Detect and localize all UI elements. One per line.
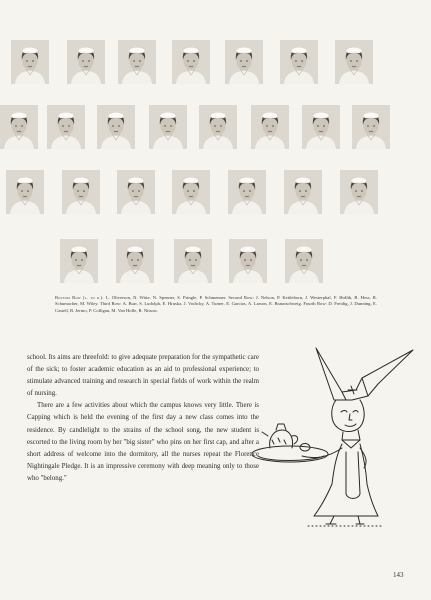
- portrait-photo: [149, 105, 187, 149]
- photo-row-bottom: [0, 239, 431, 287]
- portrait-photo: [280, 40, 318, 84]
- photo-caption: [55, 295, 377, 314]
- portrait-photo: [172, 40, 210, 84]
- portrait-photo: [285, 239, 323, 283]
- portrait-photo: [174, 239, 212, 283]
- portrait-photo: [117, 170, 155, 214]
- portrait-photo: [352, 105, 390, 149]
- nurse-sketch-icon: [250, 344, 420, 529]
- portrait-photo: [60, 239, 98, 283]
- portrait-photo: [116, 239, 154, 283]
- photo-row-third: [0, 170, 431, 218]
- portrait-photo: [335, 40, 373, 84]
- portrait-photo: [199, 105, 237, 149]
- portrait-photo: [228, 170, 266, 214]
- portrait-photo: [118, 40, 156, 84]
- portrait-photo: [67, 40, 105, 84]
- portrait-photo: [97, 105, 135, 149]
- portrait-photo: [47, 105, 85, 149]
- portrait-photo: [229, 239, 267, 283]
- body-paragraph: school. Its aims are threefold: to give adequate preparation for the sympathetic care of the sick; to foster academic education as an aid to professional experience; to stimulate advanced training and research in special fields of work within the realm of nursing.: [27, 354, 259, 398]
- portrait-photo: [62, 170, 100, 214]
- portrait-photo: [225, 40, 263, 84]
- portrait-photo: [340, 170, 378, 214]
- portrait-photo: [11, 40, 49, 84]
- caption-lead: Bottom Row (l. to r.):: [55, 295, 104, 300]
- portrait-photo: [0, 105, 38, 149]
- portrait-photo: [172, 170, 210, 214]
- page-number: 143: [393, 571, 404, 579]
- caption-names: L. Oliverson, N. Witte, N. Spenner, S. Pringle, P. Schmenner. Second Row: J. Nelson, P. Kettleborn, J. Westerphal, F. Hrdlik, B. Hess, R. Schumacher, M. Wiley. Third Row: A. Burr, S. Ludolph, E. Hruska, J. Vorlicky, A. Turner, E. Garcias, A. Larson, E. Braunschweig. Fourth Row: D. Freidig, J. Dunning, E. Castell, B. Jermo, P. Colligan, M. Van Holle, R. Nitsow.: [55, 295, 377, 313]
- portrait-photo: [251, 105, 289, 149]
- photo-row-fourth: [0, 105, 431, 153]
- body-paragraph: There are a few activities about which the campus knows very little. There is Capping which is held the evening of the first day a new class comes into the residence. By candlelight to the strains of the school song, the new student is escorted to the living room by her "big sister" who pins on her first cap, and after a short address of welcome into the dormitory, all the nurses repeat the Florence Nightingale Pledge. It is an impressive ceremony with deep meaning only to those who "belong.": [27, 402, 259, 482]
- body-text: [27, 352, 259, 485]
- portrait-photo: [284, 170, 322, 214]
- portrait-photo: [302, 105, 340, 149]
- photo-row-top: [0, 40, 431, 88]
- portrait-photo: [6, 170, 44, 214]
